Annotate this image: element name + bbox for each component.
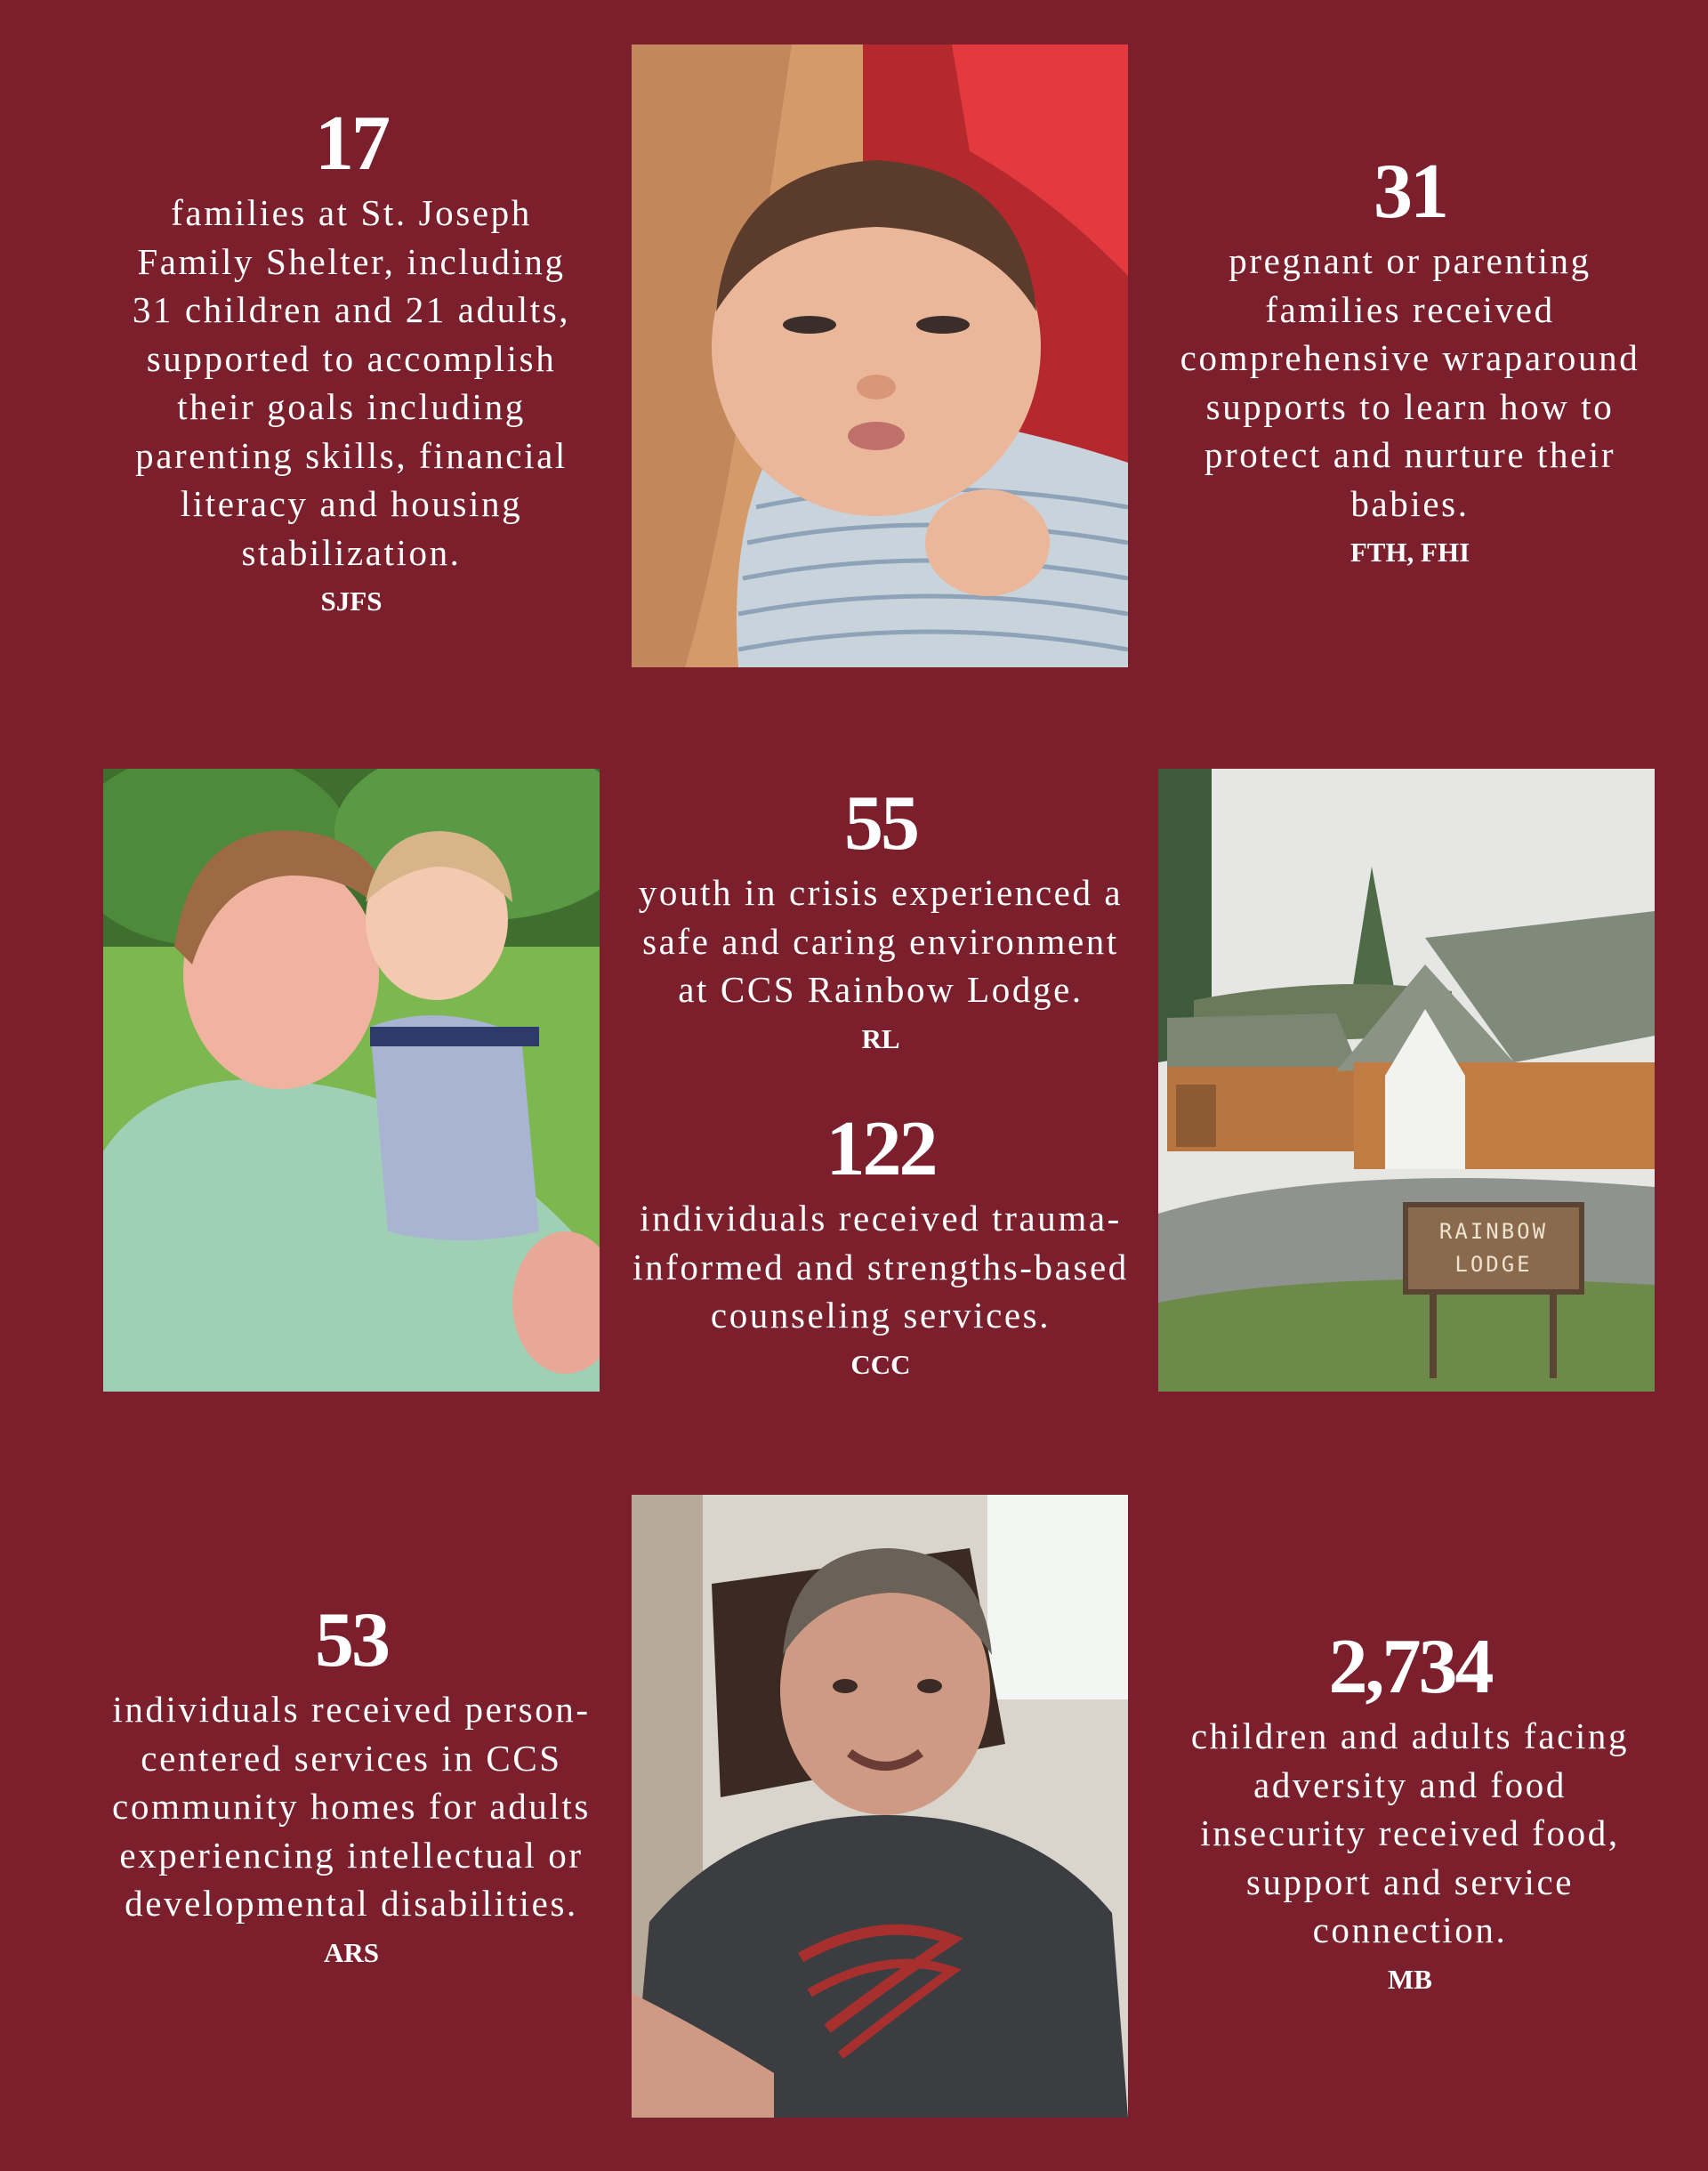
stat-number: 31 — [1374, 149, 1446, 235]
stat-number: 2,734 — [1328, 1624, 1492, 1710]
stat-description: families at St. Joseph Family Shelter, including 31 children and 21 adults, supported to accomplish their goals including parenting skills, financial literacy and housing stabilization. — [132, 192, 571, 573]
stat-community-homes — [98, 1597, 605, 1969]
photo-mother-toddler — [103, 769, 600, 1392]
stat-families-shelter — [98, 101, 605, 617]
stat-number: 55 — [844, 780, 917, 867]
stat-number: 122 — [826, 1106, 936, 1192]
stat-description: pregnant or parenting families received comprehensive wraparound supports to learn how to protect and nurture their babies. — [1180, 240, 1640, 524]
photo-rainbow-lodge — [1158, 769, 1655, 1392]
stat-source: SJFS — [320, 585, 383, 617]
photo-newborn-baby — [632, 44, 1128, 667]
stat-source: FTH, FHI — [1349, 537, 1470, 568]
stat-source: RL — [861, 1022, 900, 1054]
stat-food-insecurity — [1156, 1624, 1664, 1996]
stat-description: children and adults facing adversity and food insecurity received food, support and service connection. — [1190, 1715, 1630, 1950]
stat-number: 53 — [315, 1597, 388, 1683]
stat-counseling — [614, 1106, 1148, 1381]
stat-source: MB — [1388, 1963, 1432, 1995]
stat-description: individuals received person-centered services in CCS community homes for adults experiencing intellectual or developmental disabilities. — [112, 1689, 591, 1924]
stat-pregnant-families — [1156, 149, 1664, 569]
sign-line-1: RAINBOW — [1438, 1219, 1549, 1244]
stat-number: 17 — [315, 101, 388, 187]
photo-smiling-man — [632, 1495, 1128, 2118]
stat-source: CCC — [850, 1348, 911, 1380]
stat-description: individuals received trauma-informed and strengths-based counseling services. — [632, 1198, 1129, 1336]
stat-youth-crisis — [614, 780, 1148, 1055]
stat-description: youth in crisis experienced a safe and caring environment at CCS Rainbow Lodge. — [638, 872, 1124, 1010]
stat-source: ARS — [323, 1936, 379, 1968]
sign-line-2: LODGE — [1454, 1252, 1533, 1277]
